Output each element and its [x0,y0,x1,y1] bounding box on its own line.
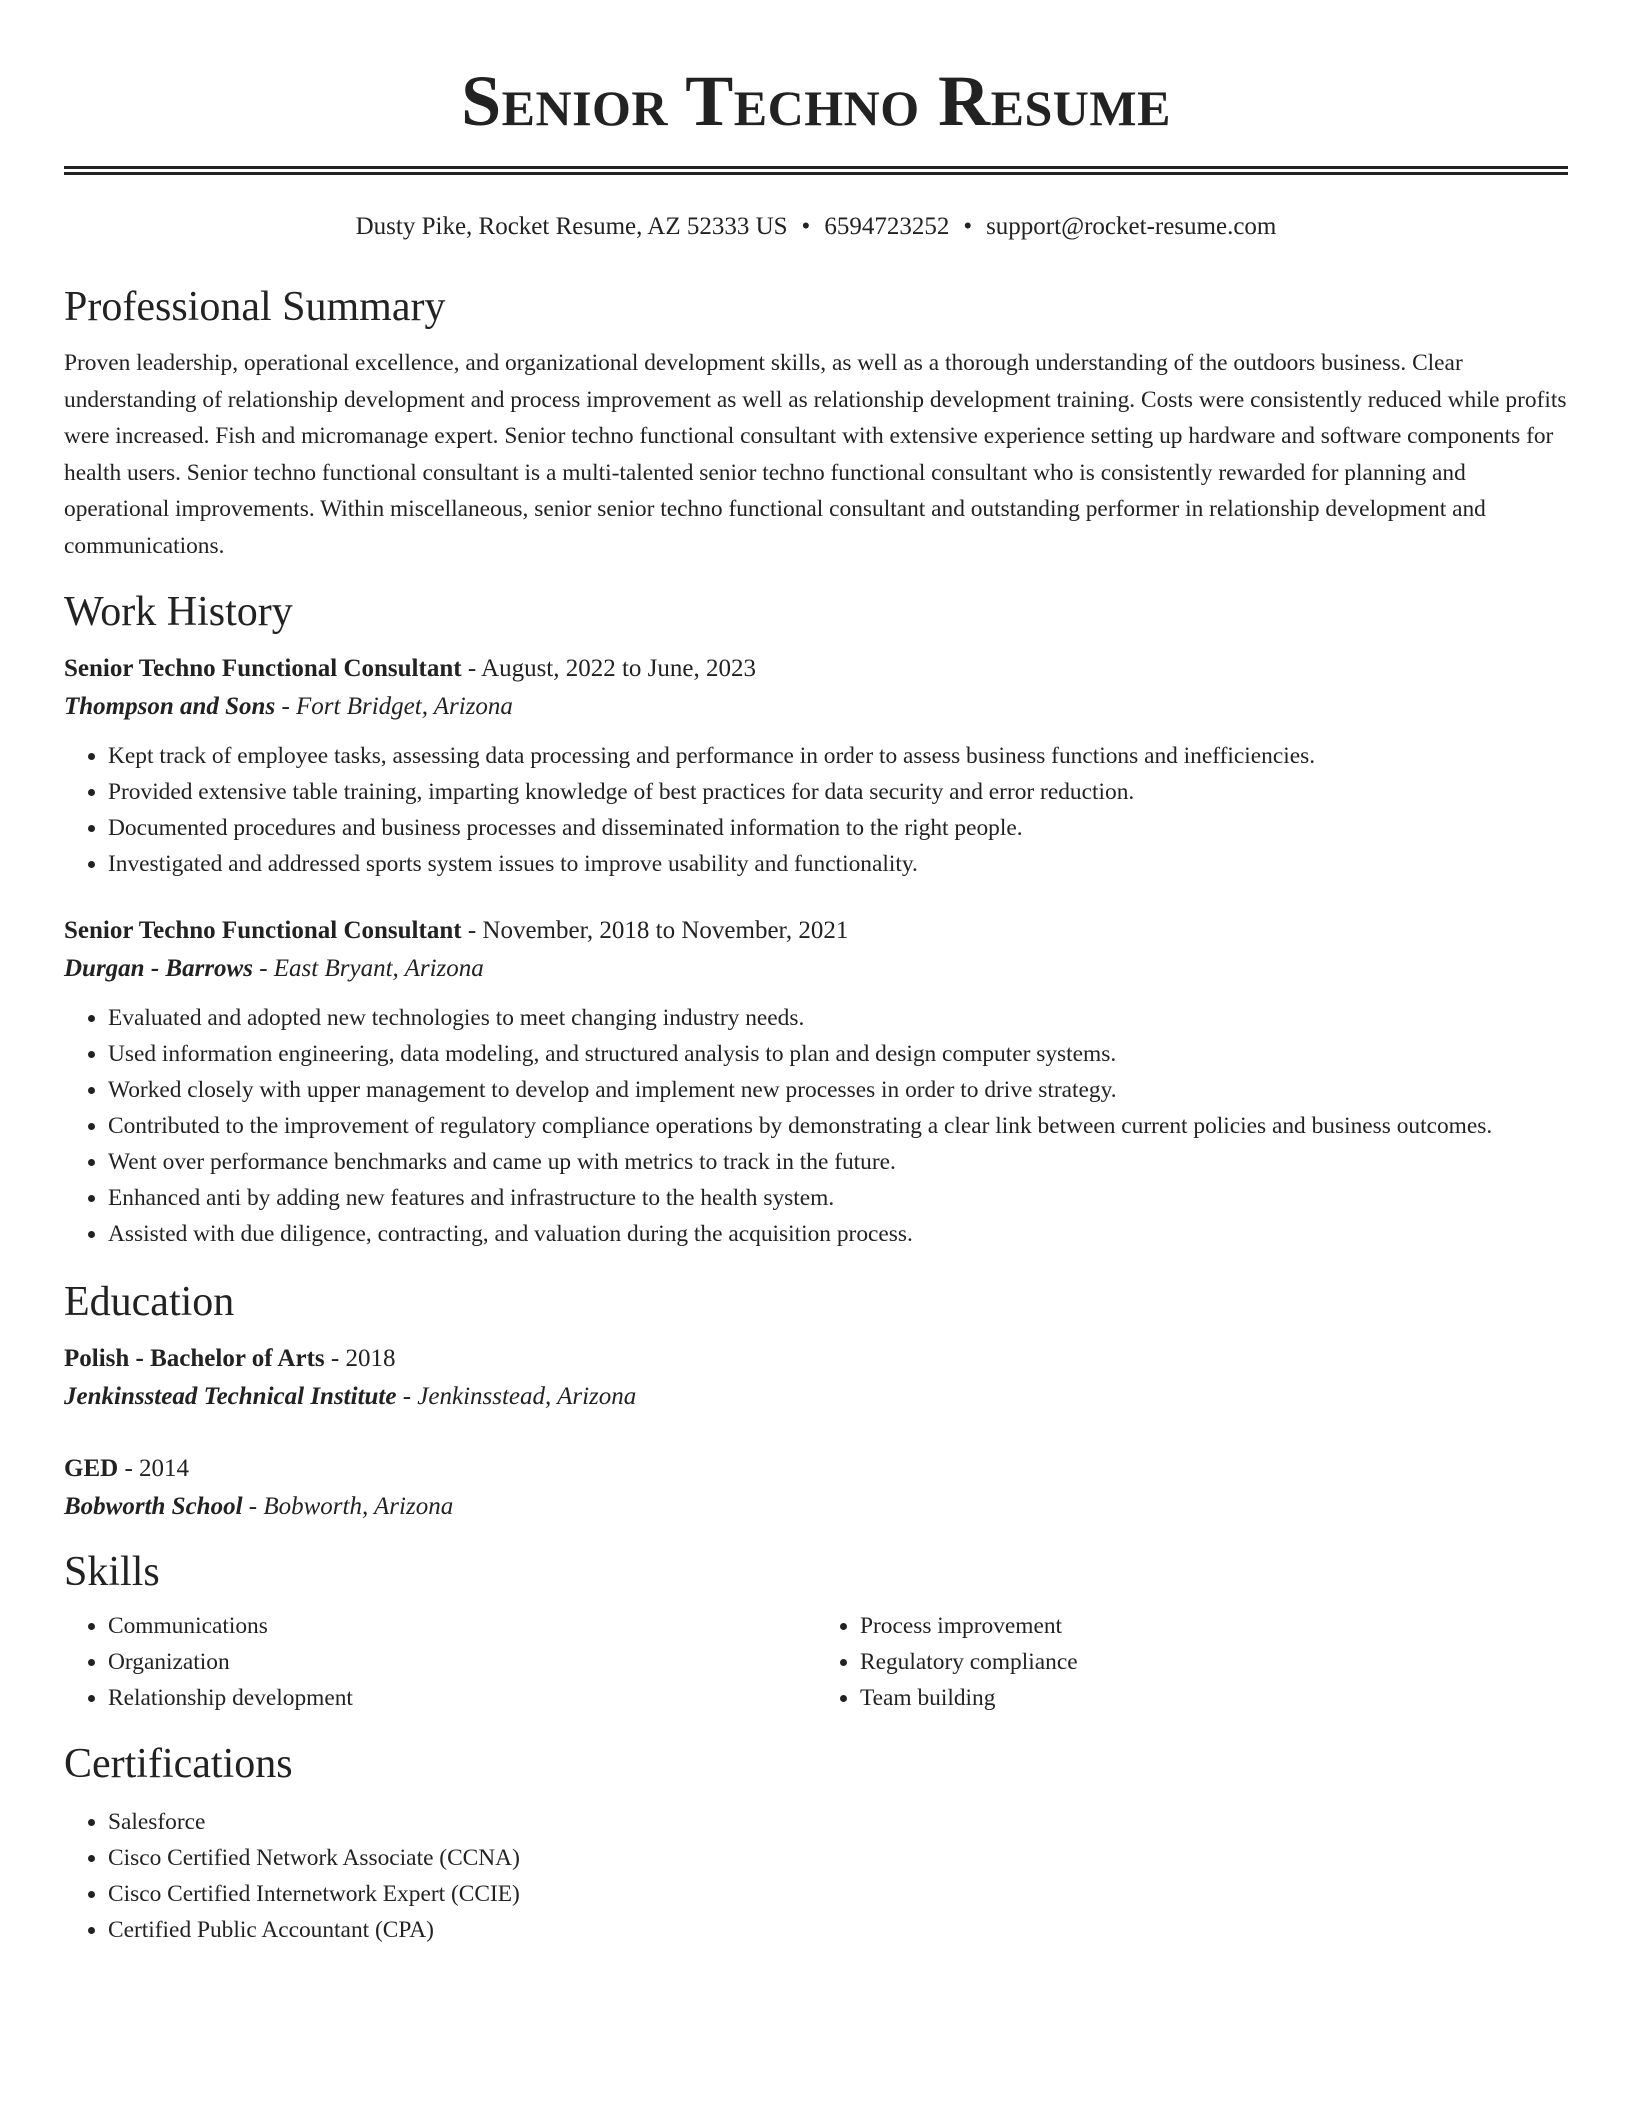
list-item: • Evaluated and adopted new technologies to meet changing industry needs. [108,1000,1568,1036]
list-item: • Documented procedures and business processes and disseminated information to the right people. [108,810,1568,846]
skills-left-list [64,1608,816,1716]
education-degree-line [64,1340,1568,1378]
job-company-line [64,950,1568,988]
job-bullets [64,1000,1568,1252]
job-company: Durgan - Barrows [64,955,253,982]
contact-email: support@rocket-resume.com [986,213,1277,240]
job-title-line [64,650,1568,688]
list-item: • Contributed to the improvement of regulatory compliance operations by demonstrating a clear link between current policies and business outcomes. [108,1108,1568,1144]
education-entry [64,1450,1568,1526]
job-bullets [64,738,1568,882]
job-location: - East Bryant, Arizona [252,955,484,982]
list-item: • Worked closely with upper management to develop and implement new processes in order to drive strategy. [108,1072,1568,1108]
job-title-line [64,912,1568,950]
skills-columns [64,1608,1568,1716]
list-item: • Salesforce [108,1804,1568,1840]
education-school-line [64,1378,1568,1416]
list-item: • Regulatory compliance [860,1644,1568,1680]
summary-text: Proven leadership, operational excellence, and organizational development skills, as well as a thorough understanding of the outdoors business. Clear understanding of relationship development and process improvement as well as relationship development training. Costs were consistently reduced while profits were increased. Fish and micromanage expert. Senior techno functional consultant with extensive experience setting up hardware and software components for health users. Senior techno functional consultant is a multi-talented senior techno functional consultant who is consistently rewarded for planning and operational improvements. Within miscellaneous, senior senior techno functional consultant and outstanding performer in relationship development and communications. [64,350,1567,559]
job-company-line [64,688,1568,726]
education-location: - Bobworth, Arizona [242,1493,454,1520]
education-degree: Polish - Bachelor of Arts [64,1345,325,1372]
list-item: • Investigated and addressed sports system issues to improve usability and functionality. [108,846,1568,882]
job-dates: - November, 2018 to November, 2021 [461,917,849,944]
education-entry [64,1340,1568,1416]
skills-right-list [816,1608,1568,1716]
list-item: • Process improvement [860,1608,1568,1644]
list-item: • Used information engineering, data modeling, and structured analysis to plan and design computer systems. [108,1036,1568,1072]
contact-address: Dusty Pike, Rocket Resume, AZ 52333 US [355,213,788,240]
job-location: - Fort Bridget, Arizona [275,693,513,720]
contact-separator: • [801,213,811,240]
list-item: • Certified Public Accountant (CPA) [108,1912,1568,1948]
section-heading-education: Education [64,1279,235,1325]
education-school-line [64,1488,1568,1526]
education-year: - 2014 [118,1455,190,1482]
title-double-rule [64,166,1568,175]
list-item: • Organization [108,1644,816,1680]
education-year: - 2018 [324,1345,396,1372]
list-item: • Team building [860,1680,1568,1716]
education-school: Bobworth School [64,1493,243,1520]
job-dates: - August, 2022 to June, 2023 [461,655,757,682]
job-entry [64,650,1568,882]
list-item: • Kept track of employee tasks, assessing data processing and performance in order to assess business functions and inefficiencies. [108,738,1568,774]
section-heading-summary: Professional Summary [64,284,446,330]
list-item: • Cisco Certified Network Associate (CCNA) [108,1840,1568,1876]
contact-separator: • [963,213,973,240]
list-item: • Went over performance benchmarks and came up with metrics to track in the future. [108,1144,1568,1180]
education-school: Jenkinsstead Technical Institute [64,1383,397,1410]
list-item: • Relationship development [108,1680,816,1716]
education-location: - Jenkinsstead, Arizona [396,1383,637,1410]
contact-line [64,211,1568,243]
list-item: • Enhanced anti by adding new features and infrastructure to the health system. [108,1180,1568,1216]
section-heading-certifications: Certifications [64,1741,293,1787]
job-company: Thompson and Sons [64,693,276,720]
job-entry [64,912,1568,1252]
resume-title: Senior Techno Resume [461,61,1171,141]
section-heading-skills: Skills [64,1549,160,1595]
education-degree: GED [64,1455,119,1482]
certifications-list [64,1804,1568,1948]
list-item: • Provided extensive table training, imparting knowledge of best practices for data security and error reduction. [108,774,1568,810]
list-item: • Assisted with due diligence, contracting, and valuation during the acquisition process. [108,1216,1568,1252]
list-item: • Communications [108,1608,816,1644]
education-degree-line [64,1450,1568,1488]
job-title: Senior Techno Functional Consultant [64,655,462,682]
section-heading-work-history: Work History [64,589,293,635]
list-item: • Cisco Certified Internetwork Expert (CCIE) [108,1876,1568,1912]
job-title: Senior Techno Functional Consultant [64,917,462,944]
contact-phone: 6594723252 [824,213,950,240]
